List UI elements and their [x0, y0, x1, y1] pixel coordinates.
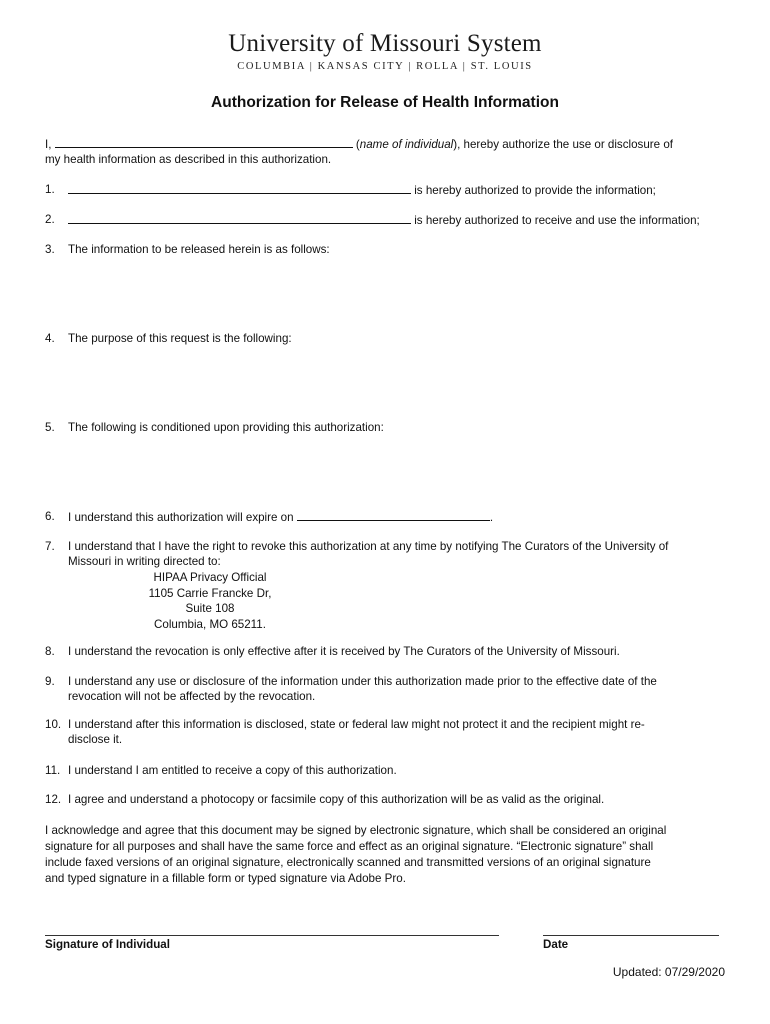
item-9-line-1: I understand any use or disclosure of the information under this authorization made prior to the effective date of the [68, 675, 657, 688]
item-2-number: 2. [45, 213, 55, 226]
item-10-line-2: disclose it. [68, 733, 123, 746]
signature-field[interactable] [45, 912, 499, 934]
acknowledgment-line: I acknowledge and agree that this document may be signed by electronic signature, which shall be considered an original [45, 824, 667, 837]
item-7-line-2: Missouri in writing directed to: [68, 555, 221, 568]
item-12-number: 12. [45, 793, 62, 806]
date-field[interactable] [543, 912, 719, 934]
item-3-text: The information to be released herein is as follows: [68, 243, 330, 256]
item-8-number: 8. [45, 645, 55, 658]
provider-name-field[interactable] [68, 183, 411, 194]
item-1-number: 1. [45, 183, 55, 196]
updated-date: Updated: 07/29/2020 [612, 965, 725, 979]
acknowledgment-line: signature for all purposes and shall have the same force and effect as an original signature. “Electronic signature” shall [45, 840, 654, 853]
item-1-text: is hereby authorized to provide the information; [414, 184, 656, 197]
item-6: I understand this authorization will expire on . [68, 511, 494, 524]
recipient-name-field[interactable] [68, 213, 411, 224]
item-9-line-2: revocation will not be affected by the revocation. [68, 690, 316, 703]
university-name: University of Missouri System [228, 30, 542, 57]
item-2 [68, 213, 700, 227]
address-line: 1105 Carrie Francke Dr, [148, 586, 272, 600]
form-title: Authorization for Release of Health Information [211, 94, 559, 111]
intro-prefix: I, [45, 138, 52, 151]
item-7-number: 7. [45, 540, 55, 553]
acknowledgment-line: and typed signature in a fillable form or typed signature via Adobe Pro. [45, 872, 406, 885]
information-released-field[interactable] [68, 262, 718, 328]
date-line [543, 935, 719, 936]
address-line: Columbia, MO 65211. [154, 617, 266, 631]
item-6-text: I understand this authorization will expire on [68, 511, 294, 524]
address-line: HIPAA Privacy Official [153, 571, 267, 584]
item-4-text: The purpose of this request is the following: [68, 332, 292, 345]
item-11-text: I understand I am entitled to receive a copy of this authorization. [68, 764, 397, 777]
item-6-number: 6. [45, 510, 55, 523]
intro-italic-hint: name of individual [359, 138, 454, 151]
address-line: Suite 108 [185, 602, 235, 615]
signature-line [45, 935, 499, 936]
privacy-official-address [0, 570, 420, 632]
signature-label: Signature of Individual [45, 938, 170, 951]
individual-name-field[interactable] [55, 137, 353, 148]
item-3-number: 3. [45, 243, 55, 256]
acknowledgment-line: include faxed versions of an original signature, electronically scanned and transmitted versions of an original signature [45, 856, 651, 869]
item-5-text: The following is conditioned upon providing this authorization: [68, 421, 384, 434]
conditions-field[interactable] [68, 440, 718, 506]
item-1 [68, 183, 656, 197]
item-2-text: is hereby authorized to receive and use the information; [414, 214, 700, 227]
item-10-line-1: I understand after this information is disclosed, state or federal law might not protect it and the recipient might re- [68, 718, 645, 731]
item-10-number: 10. [45, 718, 62, 731]
item-11-number: 11. [45, 764, 61, 777]
intro-suffix: ), hereby authorize the use or disclosure of [453, 138, 673, 151]
item-8-text: I understand the revocation is only effective after it is received by The Curators of the University of Missouri. [68, 645, 620, 658]
expiration-date-field[interactable] [297, 510, 490, 521]
intro-line-1: I, (name of individual), hereby authorize the use or disclosure of [45, 138, 673, 151]
item-7-line-1: I understand that I have the right to revoke this authorization at any time by notifying The Curators of the University of [68, 540, 669, 553]
intro-line-2: my health information as described in this authorization. [45, 153, 332, 166]
item-5-number: 5. [45, 421, 55, 434]
item-12-text: I agree and understand a photocopy or facsimile copy of this authorization will be as valid as the original. [68, 793, 605, 806]
item-9-number: 9. [45, 675, 55, 688]
item-4-number: 4. [45, 332, 55, 345]
date-label: Date [543, 938, 569, 951]
purpose-field[interactable] [68, 351, 718, 417]
campus-list: COLUMBIA | KANSAS CITY | ROLLA | ST. LOUIS [237, 61, 533, 72]
